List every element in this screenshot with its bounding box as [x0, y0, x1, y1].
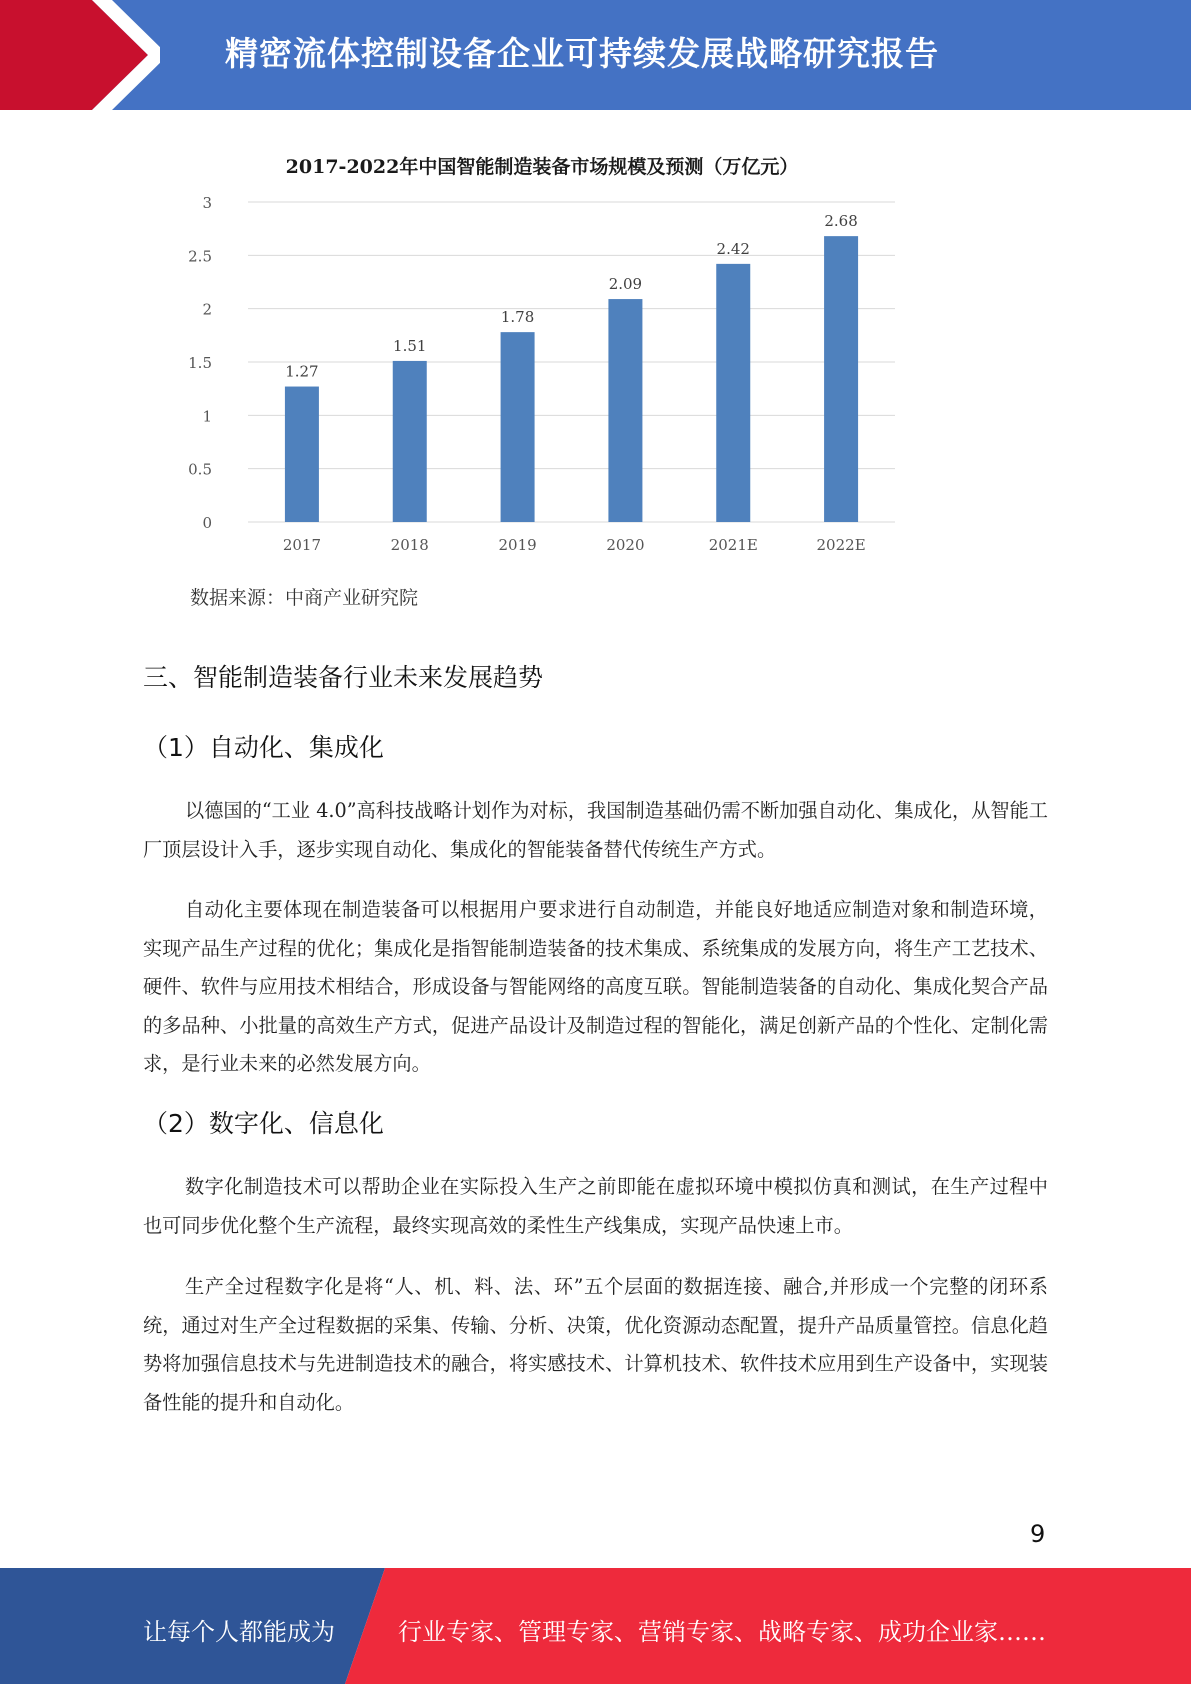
y-tick-label: 0.5: [188, 460, 212, 479]
bars: [285, 236, 858, 522]
data-label: 2.68: [824, 212, 858, 231]
x-tick-label: 2017: [282, 536, 322, 554]
bar-2022E: [824, 236, 858, 522]
x-tick-label: 2022E: [816, 536, 866, 554]
paragraph: 数字化制造技术可以帮助企业在实际投入生产之前即能在虚拟环境中模拟仿真和测试，在生产过程中也可同步优化整个生产流程，最终实现高效的柔性生产线集成，实现产品快速上市。: [143, 1175, 1048, 1237]
footer-slogan-right: 行业专家、管理专家、营销专家、战略专家、成功企业家……: [398, 1618, 1046, 1646]
data-label: 2.42: [716, 239, 750, 258]
x-tick-label: 2019: [498, 536, 537, 554]
page-footer: [0, 1568, 1191, 1684]
bar-2020: [608, 299, 642, 522]
data-source-note: 数据来源：中商产业研究院: [190, 587, 419, 609]
bar-chart: [180, 150, 900, 555]
data-label: 2.09: [608, 275, 643, 294]
data-label: 1.27: [285, 362, 319, 381]
y-tick-label: 2: [202, 300, 212, 319]
subsection-heading-automation: （1）自动化、集成化: [143, 733, 384, 762]
x-tick-label: 2021E: [708, 536, 758, 554]
chart-title: 2017-2022年中国智能制造装备市场规模及预测（万亿元）: [285, 156, 799, 178]
header-arrow-accent: [0, 0, 160, 110]
x-tick-label: 2020: [606, 536, 645, 554]
x-tick-label: 2018: [390, 536, 429, 554]
paragraph: 生产全过程数字化是将“人、机、料、法、环”五个层面的数据连接、融合,并形成一个完整的闭环系统，通过对生产全过程数据的采集、传输、分析、决策，优化资源动态配置，提升产品质量管控。信息化趋势将加强信息技术与先进制造技术的融合，将实感技术、计算机技术、软件技术应用到生产设备中，实现装备性能的提升和自动化。: [143, 1275, 1048, 1414]
footer-slogan-left: 让每个人都能成为: [143, 1618, 335, 1646]
bar-2021E: [716, 264, 750, 522]
data-label: 1.51: [393, 336, 427, 355]
grid-lines: [248, 202, 895, 522]
chart-svg: [180, 150, 900, 555]
x-axis-ticks: [283, 536, 866, 554]
bar-2019: [501, 332, 535, 522]
subsection-heading-digitalization: （2）数字化、信息化: [143, 1109, 384, 1138]
y-tick-label: 0: [202, 514, 212, 532]
y-tick-label: 1.5: [188, 354, 212, 372]
y-tick-label: 3: [202, 194, 212, 212]
data-labels: [285, 212, 858, 380]
report-title: 精密流体控制设备企业可持续发展战略研究报告: [225, 34, 939, 73]
page-number: 9: [1030, 1520, 1046, 1548]
bar-2018: [393, 361, 427, 522]
y-tick-label: 1: [202, 407, 212, 426]
paragraph: 以德国的“工业 4.0”高科技战略计划作为对标，我国制造基础仍需不断加强自动化、集成化，从智能工厂顶层设计入手，逐步实现自动化、集成化的智能装备替代传统生产方式。: [143, 799, 1048, 861]
page-header: [0, 0, 1191, 110]
y-axis-ticks: [188, 194, 212, 532]
paragraph: 自动化主要体现在制造装备可以根据用户要求进行自动制造，并能良好地适应制造对象和制造环境，实现产品生产过程的优化；集成化是指智能制造装备的技术集成、系统集成的发展方向，将生产工艺技术、硬件、软件与应用技术相结合，形成设备与智能网络的高度互联。智能制造装备的自动化、集成化契合产品的多品种、小批量的高效生产方式，促进产品设计及制造过程的智能化，满足创新产品的个性化、定制化需求，是行业未来的必然发展方向。: [143, 898, 1048, 1075]
y-tick-label: 2.5: [188, 247, 212, 266]
section-heading: 三、智能制造装备行业未来发展趋势: [143, 663, 544, 692]
data-label: 1.78: [500, 308, 535, 327]
bar-2017: [285, 387, 319, 522]
